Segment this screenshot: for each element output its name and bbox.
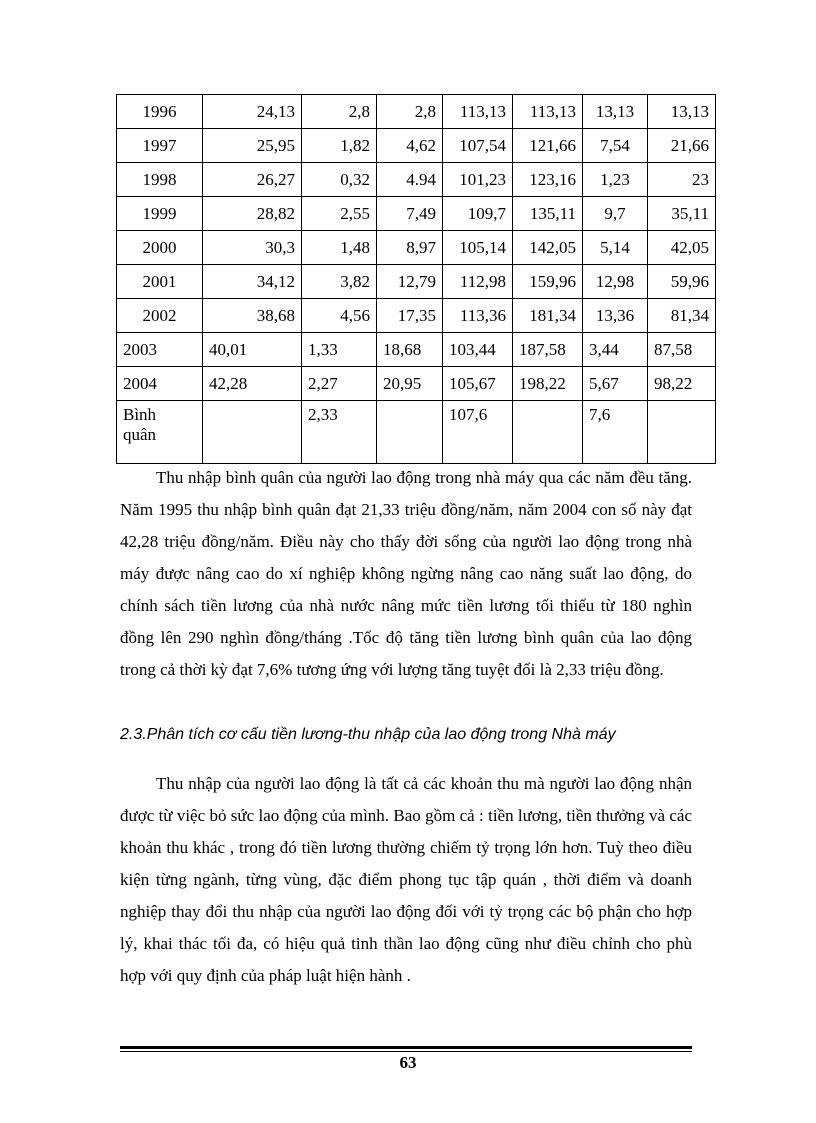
table-row: [117, 95, 716, 129]
value-cell: 98,22: [648, 367, 716, 401]
value-cell: 12,98: [583, 265, 648, 299]
value-cell: 28,82: [203, 197, 302, 231]
value-cell: 101,23: [443, 163, 513, 197]
value-cell: 181,34: [513, 299, 583, 333]
value-cell: 34,12: [203, 265, 302, 299]
table-row: [117, 163, 716, 197]
value-cell: 105,14: [443, 231, 513, 265]
value-cell: 18,68: [377, 333, 443, 367]
value-cell: 42,28: [203, 367, 302, 401]
table-row-average: [117, 401, 716, 464]
value-cell: 25,95: [203, 129, 302, 163]
income-table: [116, 94, 716, 464]
value-cell: 13,13: [648, 95, 716, 129]
avg-label-line1: Bình: [123, 405, 157, 424]
value-cell: 187,58: [513, 333, 583, 367]
value-cell: 38,68: [203, 299, 302, 333]
value-cell: 5,14: [583, 231, 648, 265]
year-cell: 2003: [117, 333, 203, 367]
value-cell: 3,44: [583, 333, 648, 367]
year-cell: 2001: [117, 265, 203, 299]
footer-rule-thick: [120, 1046, 692, 1049]
value-cell: 1,82: [302, 129, 377, 163]
value-cell: 40,01: [203, 333, 302, 367]
avg-label-line2: quân: [123, 425, 157, 444]
avg-cell-2: [203, 401, 302, 464]
table-row: [117, 299, 716, 333]
value-cell: 2,8: [377, 95, 443, 129]
value-cell: 9,7: [583, 197, 648, 231]
value-cell: 21,66: [648, 129, 716, 163]
value-cell: 4,56: [302, 299, 377, 333]
avg-cell-7: 7,6: [583, 401, 648, 464]
table-row: [117, 197, 716, 231]
value-cell: 7,54: [583, 129, 648, 163]
value-cell: 123,16: [513, 163, 583, 197]
table-row: [117, 129, 716, 163]
value-cell: 7,49: [377, 197, 443, 231]
paragraph-income-trend: Thu nhập bình quân của người lao động trong nhà máy qua các năm đều tăng. Năm 1995 thu nhập bình quân đạt 21,33 triệu đồng/năm, năm 2004 con số này đạt 42,28 triệu đồng/năm. Điều này cho thấy đời sống của người lao động trong nhà máy được nâng cao do xí nghiệp không ngừng nâng cao năng suất lao động, do chính sách tiền lương của nhà nước nâng mức tiền lương tối thiểu từ 180 nghìn đồng lên 290 nghìn đồng/tháng .Tốc độ tăng tiền lương bình quân của lao động trong cả thời kỳ đạt 7,6% tương ứng với lượng tăng tuyệt đối là 2,33 triệu đồng.: [120, 468, 692, 679]
value-cell: 109,7: [443, 197, 513, 231]
year-cell: 1999: [117, 197, 203, 231]
value-cell: 30,3: [203, 231, 302, 265]
value-cell: 8,97: [377, 231, 443, 265]
avg-cell-8: [648, 401, 716, 464]
year-cell: 2002: [117, 299, 203, 333]
value-cell: 0,32: [302, 163, 377, 197]
value-cell: 26,27: [203, 163, 302, 197]
value-cell: 2,55: [302, 197, 377, 231]
value-cell: 142,05: [513, 231, 583, 265]
value-cell: 113,36: [443, 299, 513, 333]
value-cell: 13,36: [583, 299, 648, 333]
value-cell: 2,8: [302, 95, 377, 129]
footer-rule-thin: [120, 1051, 692, 1052]
value-cell: 20,95: [377, 367, 443, 401]
value-cell: 12,79: [377, 265, 443, 299]
value-cell: 23: [648, 163, 716, 197]
value-cell: 4.94: [377, 163, 443, 197]
value-cell: 112,98: [443, 265, 513, 299]
value-cell: 135,11: [513, 197, 583, 231]
year-cell: 1998: [117, 163, 203, 197]
paragraph-income-structure: Thu nhập của người lao động là tất cả các khoản thu mà người lao động nhận được từ việc bỏ sức lao động của mình. Bao gồm cả : tiền lương, tiền thưởng và các khoản thu khác , trong đó tiền lương thường chiếm tỷ trọng lớn hơn. Tuỳ theo điều kiện từng ngành, từng vùng, đặc điểm phong tục tập quán , thời điểm và doanh nghiệp thay đổi thu nhập của người lao động đối với tỷ trọng các bộ phận cho hợp lý, khai thác tối đa, có hiệu quả tinh thần lao động cũng như điều chỉnh cho phù hợp với quy định của pháp luật hiện hành .: [120, 774, 692, 985]
year-cell: 1997: [117, 129, 203, 163]
income-table-body: [117, 95, 716, 464]
table-row: [117, 265, 716, 299]
value-cell: 3,82: [302, 265, 377, 299]
value-cell: 5,67: [583, 367, 648, 401]
table-row: [117, 367, 716, 401]
value-cell: 2,27: [302, 367, 377, 401]
value-cell: 1,33: [302, 333, 377, 367]
avg-cell-3: 2,33: [302, 401, 377, 464]
value-cell: 81,34: [648, 299, 716, 333]
value-cell: 113,13: [443, 95, 513, 129]
value-cell: 198,22: [513, 367, 583, 401]
value-cell: 159,96: [513, 265, 583, 299]
value-cell: 1,48: [302, 231, 377, 265]
year-cell: 1996: [117, 95, 203, 129]
value-cell: 42,05: [648, 231, 716, 265]
avg-label: [117, 401, 203, 464]
table-row: [117, 231, 716, 265]
table-row: [117, 333, 716, 367]
value-cell: 59,96: [648, 265, 716, 299]
value-cell: 103,44: [443, 333, 513, 367]
year-cell: 2004: [117, 367, 203, 401]
value-cell: 24,13: [203, 95, 302, 129]
value-cell: 4,62: [377, 129, 443, 163]
value-cell: 87,58: [648, 333, 716, 367]
value-cell: 105,67: [443, 367, 513, 401]
value-cell: 35,11: [648, 197, 716, 231]
avg-cell-6: [513, 401, 583, 464]
value-cell: 1,23: [583, 163, 648, 197]
avg-cell-4: [377, 401, 443, 464]
year-cell: 2000: [117, 231, 203, 265]
value-cell: 113,13: [513, 95, 583, 129]
avg-cell-5: 107,6: [443, 401, 513, 464]
value-cell: 107,54: [443, 129, 513, 163]
value-cell: 13,13: [583, 95, 648, 129]
page-number: 63: [399, 1053, 417, 1072]
value-cell: 17,35: [377, 299, 443, 333]
value-cell: 121,66: [513, 129, 583, 163]
section-heading: 2.3.Phân tích cơ cấu tiền lương-thu nhập của lao động trong Nhà máy: [120, 726, 616, 743]
